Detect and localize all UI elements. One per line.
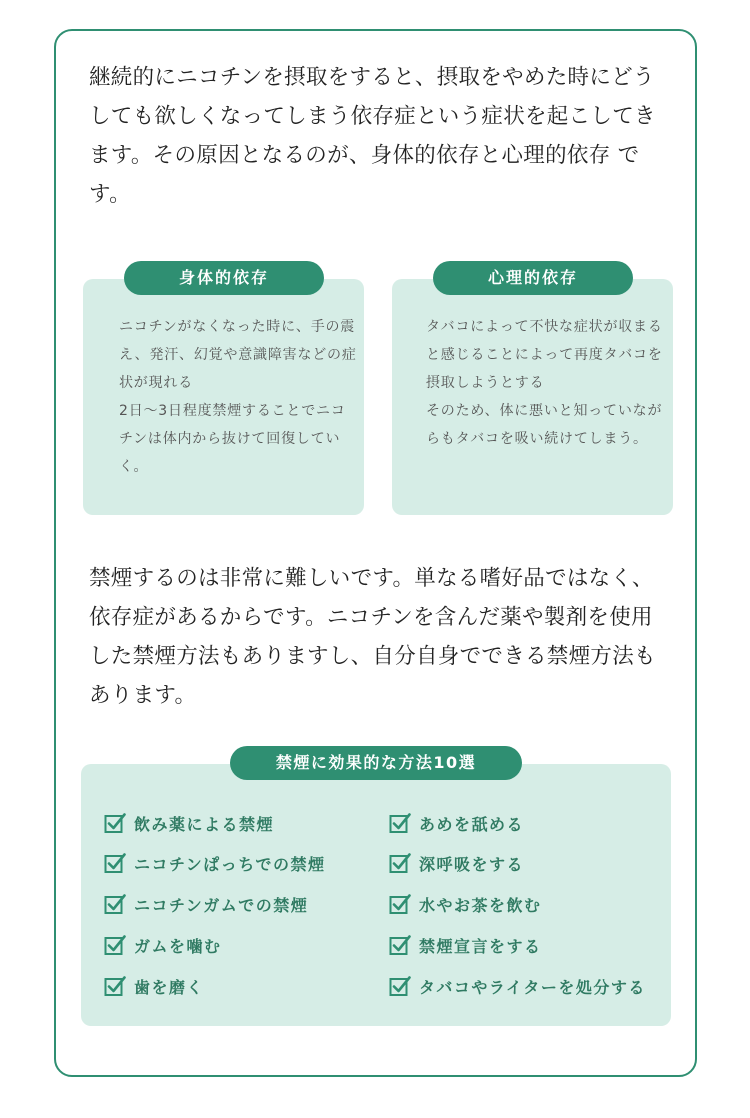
- method-item: [104, 892, 308, 916]
- checkbox-icon: [389, 975, 411, 997]
- method-item-label: 禁煙宣言をする: [419, 936, 542, 956]
- psychological-dependence-text: タバコによって不快な症状が収まると感じることによって再度タバコを摂取しようとする そのため、体に悪いと知っていながらもタバコを吸い続けてしまう。: [426, 319, 663, 447]
- method-item-label: 水やお茶を飲む: [419, 895, 542, 915]
- checkbox-icon: [389, 893, 411, 915]
- checkbox-icon: [104, 975, 126, 997]
- intro-paragraph: 継続的にニコチンを摂取をすると、摂取をやめた時にどうしても欲しくなってしまう依存症という症状を起こしてきます。その原因となるのが、身体的依存と心理的依存 です。: [89, 65, 656, 207]
- checkbox-icon: [104, 934, 126, 956]
- methods-title: 禁煙に効果的な方法10選: [230, 746, 522, 780]
- method-item-label: ガムを噛む: [134, 936, 222, 956]
- method-item-label: ニコチンガムでの禁煙: [134, 895, 309, 915]
- method-item: [104, 851, 326, 875]
- physical-dependence-title: 身体的依存: [124, 261, 324, 295]
- checkbox-icon: [389, 812, 411, 834]
- method-item: [104, 811, 274, 835]
- checkbox-icon: [389, 934, 411, 956]
- psychological-dependence-title: 心理的依存: [433, 261, 633, 295]
- method-item: [389, 933, 542, 957]
- method-item: [389, 811, 524, 835]
- method-item: [104, 933, 222, 957]
- method-item: [104, 974, 204, 998]
- method-item-label: 飲み薬による禁煙: [134, 814, 275, 834]
- method-item: [389, 974, 646, 998]
- method-item-label: 歯を磨く: [134, 977, 205, 997]
- physical-dependence-text: ニコチンがなくなった時に、手の震え、発汗、幻覚や意識障害などの症状が現れる 2日～3日程度禁煙することでニコチンは体内から抜けて回復していく。: [119, 319, 357, 475]
- checkbox-icon: [104, 852, 126, 874]
- method-item-label: タバコやライターを処分する: [419, 977, 646, 997]
- checkbox-icon: [389, 852, 411, 874]
- method-item-label: ニコチンぱっちでの禁煙: [134, 854, 326, 874]
- checkbox-icon: [104, 812, 126, 834]
- second-paragraph: 禁煙するのは非常に難しいです。単なる嗜好品ではなく、依存症があるからです。ニコチンを含んだ薬や製剤を使用した禁煙方法もありますし、自分自身でできる禁煙方法もあります。: [89, 566, 656, 708]
- method-item-label: あめを舐める: [419, 814, 525, 834]
- method-item: [389, 892, 542, 916]
- method-item: [389, 851, 524, 875]
- checkbox-icon: [104, 893, 126, 915]
- method-item-label: 深呼吸をする: [419, 854, 525, 874]
